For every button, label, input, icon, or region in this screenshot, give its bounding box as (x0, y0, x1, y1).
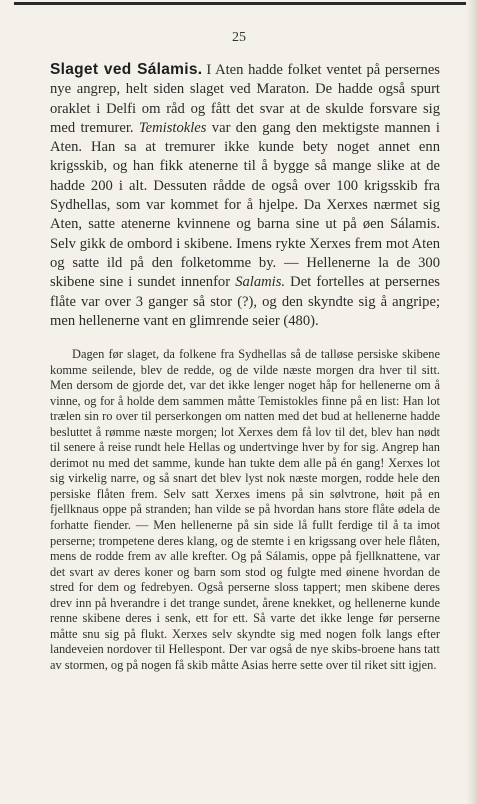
paragraph-text-part-3: Det fortelles at persernes flåte var over 3 ganger så stor (?), og den skyndte sig å angripe; men hellenerne vant en glimrende seier (480). (50, 274, 440, 329)
small-print-paragraph: Dagen før slaget, da folkene fra Sydhellas så de talløse persiske skibene komme seilende, blev de redde, og de vilde næste morgen dra hver til sitt. Men dersom de gjorde det, var det ikke lenger noget håp for hellenerne om å vinne, og for å holde dem sammen måtte Temistokles finne på en list: Han lot trælen sin ro over til perserkongen om natten med det bud at hellenerne hadde besluttet å rømme næste morgen; lot Xerxes dem få lov til det, blev han nødt til senere å reise rundt hele Hellas og undertvinge hver by for sig. Angrep han derimot nu med det samme, kunde han tukte dem alle på én gang! Xerxes lot sig virkelig narre, og så snart det blev lyst nok næste morgen, rodde hele den persiske flåten frem. Selv satt Xerxes imens på sin sølvtrone, høit på en fjellknaus oppe på stranden; han vilde se på hvordan hans store flåte ødela de forhatte fiender. — Men hellenerne på sin side lå fullt ferdige til å ta imot perserne; trompetene deres klang, og de stemte i en krigssang over hele flåten, mens de rodde frem av alle krefter. Og på Sálamis, oppe på fjellknattene, var det svart av deres koner og barn som stod og fulgte med øinene hvordan de stred for dem og fedrebyen. Også perserne sloss tappert; men skibene deres drev inn på hverandre i det trange sundet, årene knekket, og hellenerne kunde renne skibene deres i senk, ett for ett. Så varte det ikke lenge før perserne måtte snu sig på flukt. Xerxes selv skyndte sig med nogen folk langs efter landeveien nordover til Hellespont. Der var også de nye skibs-broene hans tatt av stormen, og på nogen få skib måtte Asias herre sette over til riket sitt igjen. (50, 347, 440, 672)
section-heading: Slaget ved Sálamis. (50, 61, 203, 78)
top-edge-rule (14, 2, 476, 5)
paragraph-text-part-1: I Aten hadde folket ventet på persernes nye angrep, helt siden slaget ved Maraton. De hadde også spurt oraklet i Delfi om råd og fått det svar at de skulde forsvare sig med tremurer. (50, 62, 440, 136)
emphasis-temistokles: Temistokles (138, 119, 207, 136)
page-number: 25 (232, 30, 246, 45)
page-edge-shadow (466, 0, 478, 804)
paragraph-text-part-2: var den gang den mektigste mannen i Aten. Han sa at tremurer ikke kunde bety noget annet enn krigsskib, og han fikk atenerne til å bygge så mange slike at de hadde 200 i alt. Dessuten rådde de også over 100 krigsskib fra Sydhellas, som var kommet for å hjelpe. Da Xerxes nærmet sig Aten, satte atenerne kvinnene og barna sine ut på øen Sálamis. Selv gikk de ombord i skibene. Imens rykte Xerxes frem mot Aten og satte ild på den folketomme by. — Hellenerne la de 300 skibene sine i sundet innenfor (50, 119, 440, 291)
main-paragraph (50, 60, 440, 331)
emphasis-salamis: Salamis. (235, 274, 286, 291)
